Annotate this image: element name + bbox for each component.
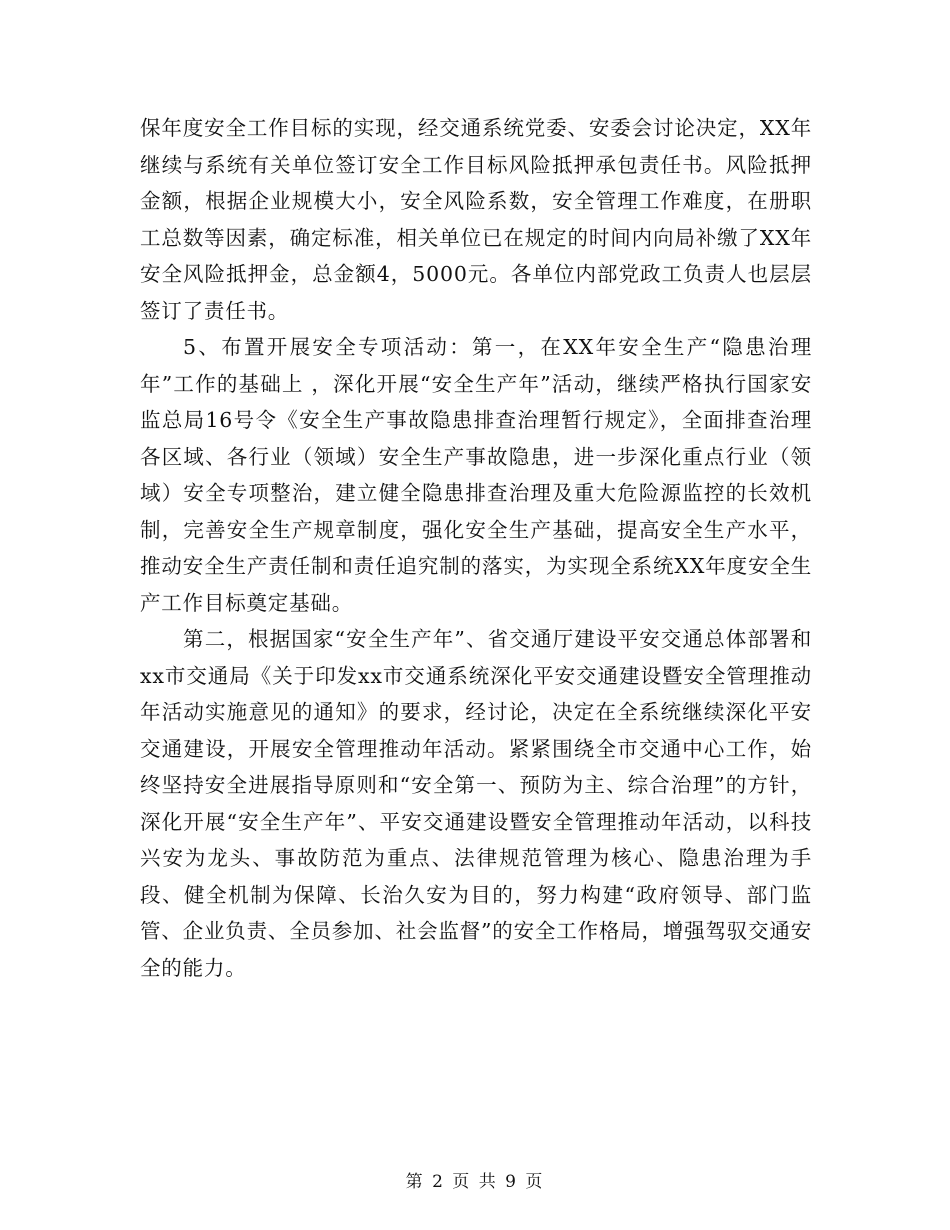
paragraph-risk-deposit: 保年度安全工作目标的实现，经交通系统党委、安委会讨论决定，XX年继续与系统有关单位签订安全工作目标风险抵押承包责任书。风险抵押金额，根据企业规模大小，安全风险系数，安全管理工作难度，在册职工总数等因素，确定标准，相关单位已在规定的时间内向局补缴了XX年安全风险抵押金，总金额4，5000元。各单位内部党政工负责人也层层签订了责任书。 xyxy=(140,116,812,323)
paragraph-special-activities: 5、布置开展安全专项活动：第一，在XX年安全生产“隐患治理年”工作的基础上 ，深化开展“安全生产年”活动，继续严格执行国家安监总局16号令《安全生产事故隐患排查治理暂行规定》，全面排查治理各区域、各行业（领域）安全生产事故隐患，进一步深化重点行业（领域）安全专项整治，建立健全隐患排查治理及重大危险源监控的长效机制，完善安全生产规章制度，强化安全生产基础，提高安全生产水平，推动安全生产责任制和责任追究制的落实，为实现全系统XX年度安全生产工作目标奠定基础。 xyxy=(140,335,812,615)
document-body xyxy=(140,110,812,986)
paragraph-safe-traffic: 第二，根据国家“安全生产年”、省交通厅建设平安交通总体部署和xx市交通局《关于印发xx市交通系统深化平安交通建设暨安全管理推动年活动实施意见的通知》的要求，经讨论，决定在全系统继续深化平安交通建设，开展安全管理推动年活动。紧紧围绕全市交通中心工作，始终坚持安全进展指导原则和“安全第一、预防为主、综合治理”的方针，深化开展“安全生产年”、平安交通建设暨安全管理推动年活动，以科技兴安为龙头、事故防范为重点、法律规范管理为核心、隐患治理为手段、健全机制为保障、长治久安为目的，努力构建“政府领导、部门监管、企业负责、全员参加、社会监督”的安全工作格局，增强驾驭交通安全的能力。 xyxy=(140,627,812,980)
page-number-footer: 第 2 页 共 9 页 xyxy=(405,1172,545,1192)
